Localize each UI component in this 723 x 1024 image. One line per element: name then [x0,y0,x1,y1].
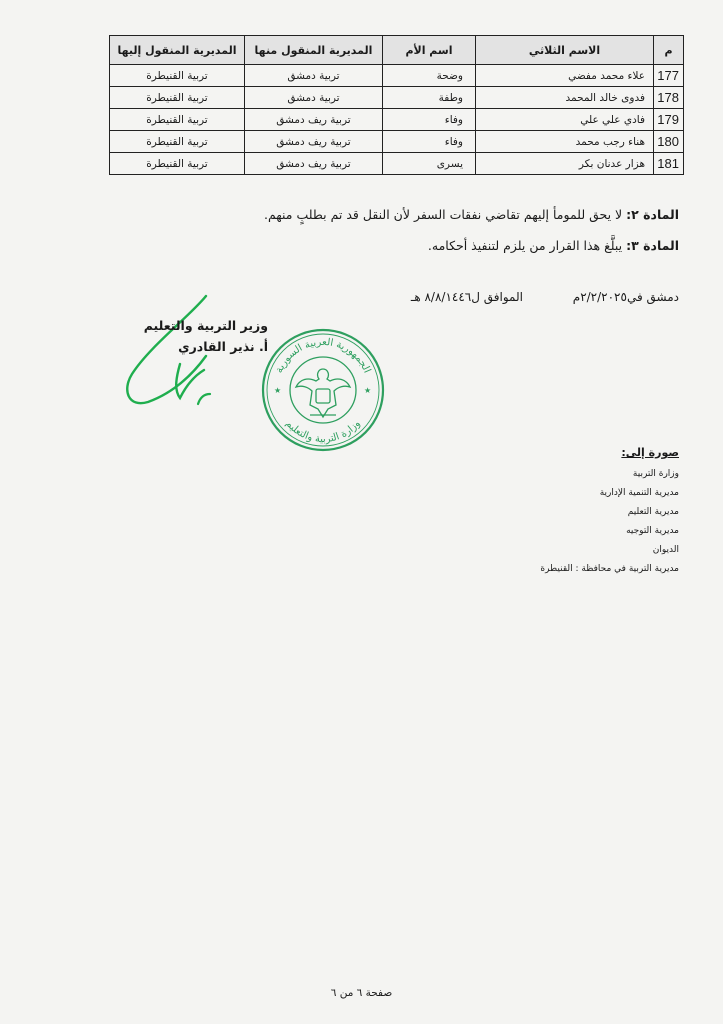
cell-num: 180 [654,131,684,153]
cc-heading: صورة إلى: [621,446,679,459]
table-row [110,87,684,109]
header-num: م [654,36,684,65]
seal-top-text: الجمهورية العربية السورية [273,336,373,375]
cc-item: مديرية التنمية الإدارية [599,488,679,498]
cell-num: 177 [654,65,684,87]
signatory-block [128,318,268,354]
table-row [110,131,684,153]
cell-mother-name: وطفة [383,87,476,109]
table-header-row [110,36,684,65]
cell-from: تربية ريف دمشق [245,109,383,131]
cell-full-name: فادي علي علي [476,109,654,131]
eagle-emblem-icon [296,369,350,417]
cell-to: تربية القنيطرة [110,153,245,175]
cc-item: مديرية التعليم [627,507,679,517]
carbon-copy-block [540,446,679,579]
seal-bottom-text: وزارة التربية والتعليم [283,418,363,446]
cell-full-name: هزار عدنان بكر [476,153,654,175]
cell-full-name: هناء رجب محمد [476,131,654,153]
cell-to: تربية القنيطرة [110,131,245,153]
cell-from: تربية دمشق [245,65,383,87]
header-from-directorate: المديرية المنقول منها [245,36,383,65]
cc-item: الديوان [652,545,679,555]
transfer-table [109,35,684,175]
table-row [110,109,684,131]
cc-item: مديرية التربية في محافظة : القنيطرة [540,564,679,574]
table-row [110,153,684,175]
article-2-text: لا يحق للمومأ إليهم تقاضي نفقات السفر لأن النقل قد تم بطلبٍ منهم. [263,207,623,222]
cell-num: 181 [654,153,684,175]
date-hijri: الموافق ل٨/٨/١٤٤٦ هـ [410,290,523,304]
official-seal [258,325,388,455]
header-to-directorate: المديرية المنقول إليها [110,36,245,65]
cell-num: 178 [654,87,684,109]
header-mother-name: اسم الأم [383,36,476,65]
cell-full-name: فدوى خالد المحمد [476,87,654,109]
header-full-name: الاسم الثلاثي [476,36,654,65]
cc-item: مديرية التوجيه [626,526,679,536]
cc-list [540,465,679,579]
cell-mother-name: وضحة [383,65,476,87]
cell-from: تربية ريف دمشق [245,153,383,175]
cell-mother-name: يسرى [383,153,476,175]
signatory-name: أ. نذير القادري [178,339,268,354]
cell-from: تربية دمشق [245,87,383,109]
table-row [110,65,684,87]
signatory-title: وزير التربية والتعليم [143,318,268,333]
date-gregorian: دمشق في٢/٢/٢٠٢٥م [572,290,679,304]
cell-num: 179 [654,109,684,131]
seal-stars-left: ★ [274,386,282,395]
cell-mother-name: وفاء [383,109,476,131]
cc-item: وزارة التربية [632,469,679,479]
seal-stars-right: ★ [364,386,372,395]
cell-to: تربية القنيطرة [110,87,245,109]
cell-from: تربية ريف دمشق [245,131,383,153]
article-3-text: يبلَّغ هذا القرار من يلزم لتنفيذ أحكامه. [427,238,623,253]
article-3 [428,238,679,253]
cell-to: تربية القنيطرة [110,109,245,131]
cell-mother-name: وفاء [383,131,476,153]
cell-full-name: علاء محمد مفضي [476,65,654,87]
page-number: صفحة ٦ من ٦ [330,987,393,999]
article-2-label: المادة ٢: [626,207,679,222]
article-3-label: المادة ٣: [626,238,679,253]
cell-to: تربية القنيطرة [110,65,245,87]
article-2 [264,207,679,222]
